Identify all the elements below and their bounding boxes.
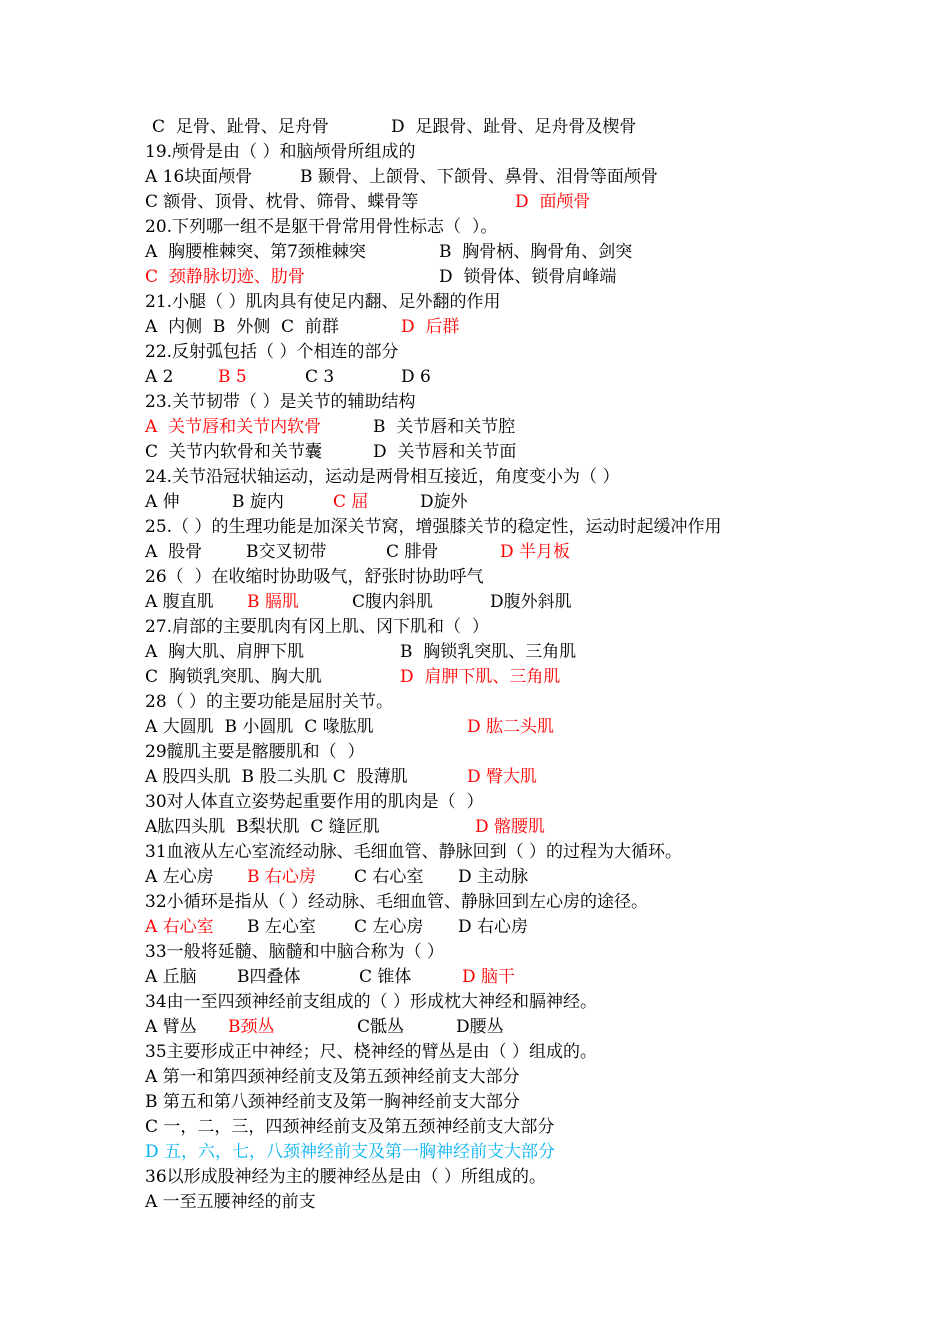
- text-line: [0, 940, 950, 965]
- text-line: [0, 115, 950, 140]
- text-line: [0, 465, 950, 490]
- question-text: 25.（ ）的生理功能是加深关节窝，增强膝关节的稳定性，运动时起缓冲作用: [145, 517, 722, 537]
- text-line: [0, 165, 950, 190]
- question-text: 20.下列哪一组不是躯干骨常用骨性标志（ ）。: [145, 217, 498, 237]
- question-text: C 关节内软骨和关节囊: [145, 442, 322, 462]
- question-text: A 第一和第四颈神经前支及第五颈神经前支大部分: [145, 1067, 520, 1087]
- question-text: B四叠体: [237, 967, 301, 987]
- answer-text: D 半月板: [500, 542, 571, 562]
- question-text: A 胸腰椎棘突、第7颈椎棘突: [145, 242, 366, 262]
- text-line: [0, 990, 950, 1015]
- text-line: [0, 1140, 950, 1165]
- text-line: [0, 765, 950, 790]
- question-text: A 伸: [145, 492, 180, 512]
- text-line: [0, 865, 950, 890]
- answer-text: B 5: [218, 367, 247, 387]
- question-text: D旋外: [420, 492, 468, 512]
- question-text: A 胸大肌、肩胛下肌: [145, 642, 305, 662]
- question-text: 22.反射弧包括（ ）个相连的部分: [145, 342, 399, 362]
- question-text: C骶丛: [357, 1017, 405, 1037]
- question-text: B 第五和第八颈神经前支及第一胸神经前支大部分: [145, 1092, 520, 1112]
- question-text: C 胸锁乳突肌、胸大肌: [145, 667, 322, 687]
- question-text: D 右心房: [458, 917, 529, 937]
- answer-text: D 后群: [401, 317, 460, 337]
- question-text: C 腓骨: [386, 542, 439, 562]
- question-text: C 右心室: [354, 867, 424, 887]
- answer-text: D 肩胛下肌、三角肌: [400, 667, 561, 687]
- question-text: 26（ ）在收缩时协助吸气，舒张时协助呼气: [145, 567, 484, 587]
- question-text: A肱四头肌 B梨状肌 C 缝匠肌: [145, 817, 380, 837]
- question-text: C 一，二，三，四颈神经前支及第五颈神经前支大部分: [145, 1117, 555, 1137]
- text-line: [0, 215, 950, 240]
- question-text: B 左心室: [247, 917, 316, 937]
- question-text: D 主动脉: [458, 867, 529, 887]
- question-text: C 左心房: [354, 917, 424, 937]
- question-text: A 内侧 B 外侧 C 前群: [145, 317, 339, 337]
- question-text: B 胸锁乳突肌、三角肌: [400, 642, 577, 662]
- text-line: [0, 440, 950, 465]
- text-line: [0, 690, 950, 715]
- text-line: [0, 840, 950, 865]
- question-text: A 丘脑: [145, 967, 197, 987]
- text-line: [0, 665, 950, 690]
- question-text: 24.关节沿冠状轴运动，运动是两骨相互接近，角度变小为（ ）: [145, 467, 620, 487]
- question-text: 27.肩部的主要肌肉有冈上肌、冈下肌和（ ）: [145, 617, 489, 637]
- text-line: [0, 190, 950, 215]
- question-text: A 一至五腰神经的前支: [145, 1192, 316, 1212]
- text-line: [0, 890, 950, 915]
- question-text: C腹内斜肌: [352, 592, 434, 612]
- text-line: [0, 140, 950, 165]
- question-text: 36以形成股神经为主的腰神经丛是由（ ）所组成的。: [145, 1167, 547, 1187]
- text-line: [0, 340, 950, 365]
- question-text: D腰丛: [456, 1017, 504, 1037]
- text-line: [0, 265, 950, 290]
- question-text: 23.关节韧带（ ）是关节的辅助结构: [145, 392, 416, 412]
- answer-text: B颈丛: [228, 1017, 275, 1037]
- question-text: B交叉韧带: [246, 542, 327, 562]
- question-text: A 16块面颅骨: [145, 167, 253, 187]
- question-text: D 锁骨体、锁骨肩峰端: [439, 267, 617, 287]
- text-line: [0, 1040, 950, 1065]
- question-text: 28（ ）的主要功能是屈肘关节。: [145, 692, 394, 712]
- question-text: A 大圆肌 B 小圆肌 C 喙肱肌: [145, 717, 374, 737]
- text-line: [0, 740, 950, 765]
- answer-text: D 脑干: [462, 967, 516, 987]
- text-line: [0, 715, 950, 740]
- text-line: [0, 790, 950, 815]
- text-line: [0, 1065, 950, 1090]
- question-text: B 关节唇和关节腔: [373, 417, 516, 437]
- question-text: A 2: [145, 367, 174, 387]
- question-text: 33一般将延髓、脑髓和中脑合称为（ ）: [145, 942, 445, 962]
- text-line: [0, 390, 950, 415]
- answer-text: D 面颅骨: [515, 192, 591, 212]
- text-line: [0, 1090, 950, 1115]
- answer-text: D 五，六，七，八颈神经前支及第一胸神经前支大部分: [145, 1142, 556, 1162]
- question-text: A 股四头肌 B 股二头肌 C 股薄肌: [145, 767, 408, 787]
- question-text: 21.小腿（ ）肌肉具有使足内翻、足外翻的作用: [145, 292, 501, 312]
- question-text: 31血液从左心室流经动脉、毛细血管、静脉回到（ ）的过程为大循环。: [145, 842, 683, 862]
- question-text: B 旋内: [232, 492, 284, 512]
- text-line: [0, 565, 950, 590]
- question-text: 30对人体直立姿势起重要作用的肌肉是（ ）: [145, 792, 484, 812]
- question-text: A 左心房: [145, 867, 214, 887]
- text-line: [0, 1015, 950, 1040]
- question-text: C 锥体: [359, 967, 412, 987]
- answer-text: C 屈: [333, 492, 369, 512]
- text-line: [0, 490, 950, 515]
- answer-text: D 髂腰肌: [475, 817, 546, 837]
- text-line: [0, 240, 950, 265]
- answer-text: A 右心室: [145, 917, 214, 937]
- question-text: D 足跟骨、趾骨、足舟骨及楔骨: [391, 117, 637, 137]
- text-line: [0, 1165, 950, 1190]
- text-line: [0, 1190, 950, 1215]
- answer-text: A 关节唇和关节内软骨: [145, 417, 322, 437]
- text-line: [0, 540, 950, 565]
- question-text: D 关节唇和关节面: [373, 442, 517, 462]
- answer-text: D 臀大肌: [467, 767, 538, 787]
- text-line: [0, 415, 950, 440]
- text-line: [0, 590, 950, 615]
- answer-text: B 膈肌: [247, 592, 299, 612]
- question-text: 32小循环是指从（ ）经动脉、毛细血管、静脉回到左心房的途径。: [145, 892, 649, 912]
- text-line: [0, 315, 950, 340]
- question-text: A 臂丛: [145, 1017, 197, 1037]
- question-text: C 3: [305, 367, 335, 387]
- answer-text: D 肱二头肌: [467, 717, 555, 737]
- text-line: [0, 640, 950, 665]
- question-text: B 颞骨、上颌骨、下颌骨、鼻骨、泪骨等面颅骨: [300, 167, 658, 187]
- question-text: 29髋肌主要是髂腰肌和（ ）: [145, 742, 365, 762]
- question-text: D腹外斜肌: [490, 592, 572, 612]
- text-line: [0, 290, 950, 315]
- question-text: C 足骨、趾骨、足舟骨: [152, 117, 329, 137]
- question-text: C 额骨、顶骨、枕骨、筛骨、蝶骨等: [145, 192, 419, 212]
- text-line: [0, 815, 950, 840]
- text-line: [0, 365, 950, 390]
- question-text: A 腹直肌: [145, 592, 214, 612]
- question-text: A 股骨: [145, 542, 203, 562]
- question-text: 35主要形成正中神经；尺、桡神经的臂丛是由（ ）组成的。: [145, 1042, 598, 1062]
- text-line: [0, 615, 950, 640]
- answer-text: B 右心房: [247, 867, 316, 887]
- question-text: B 胸骨柄、胸骨角、剑突: [439, 242, 633, 262]
- text-line: [0, 1115, 950, 1140]
- question-text: 19.颅骨是由（ ）和脑颅骨所组成的: [145, 142, 416, 162]
- text-line: [0, 965, 950, 990]
- question-text: D 6: [401, 367, 431, 387]
- question-text: 34由一至四颈神经前支组成的（ ）形成枕大神经和膈神经。: [145, 992, 598, 1012]
- text-line: [0, 515, 950, 540]
- text-line: [0, 915, 950, 940]
- answer-text: C 颈静脉切迹、肋骨: [145, 267, 305, 287]
